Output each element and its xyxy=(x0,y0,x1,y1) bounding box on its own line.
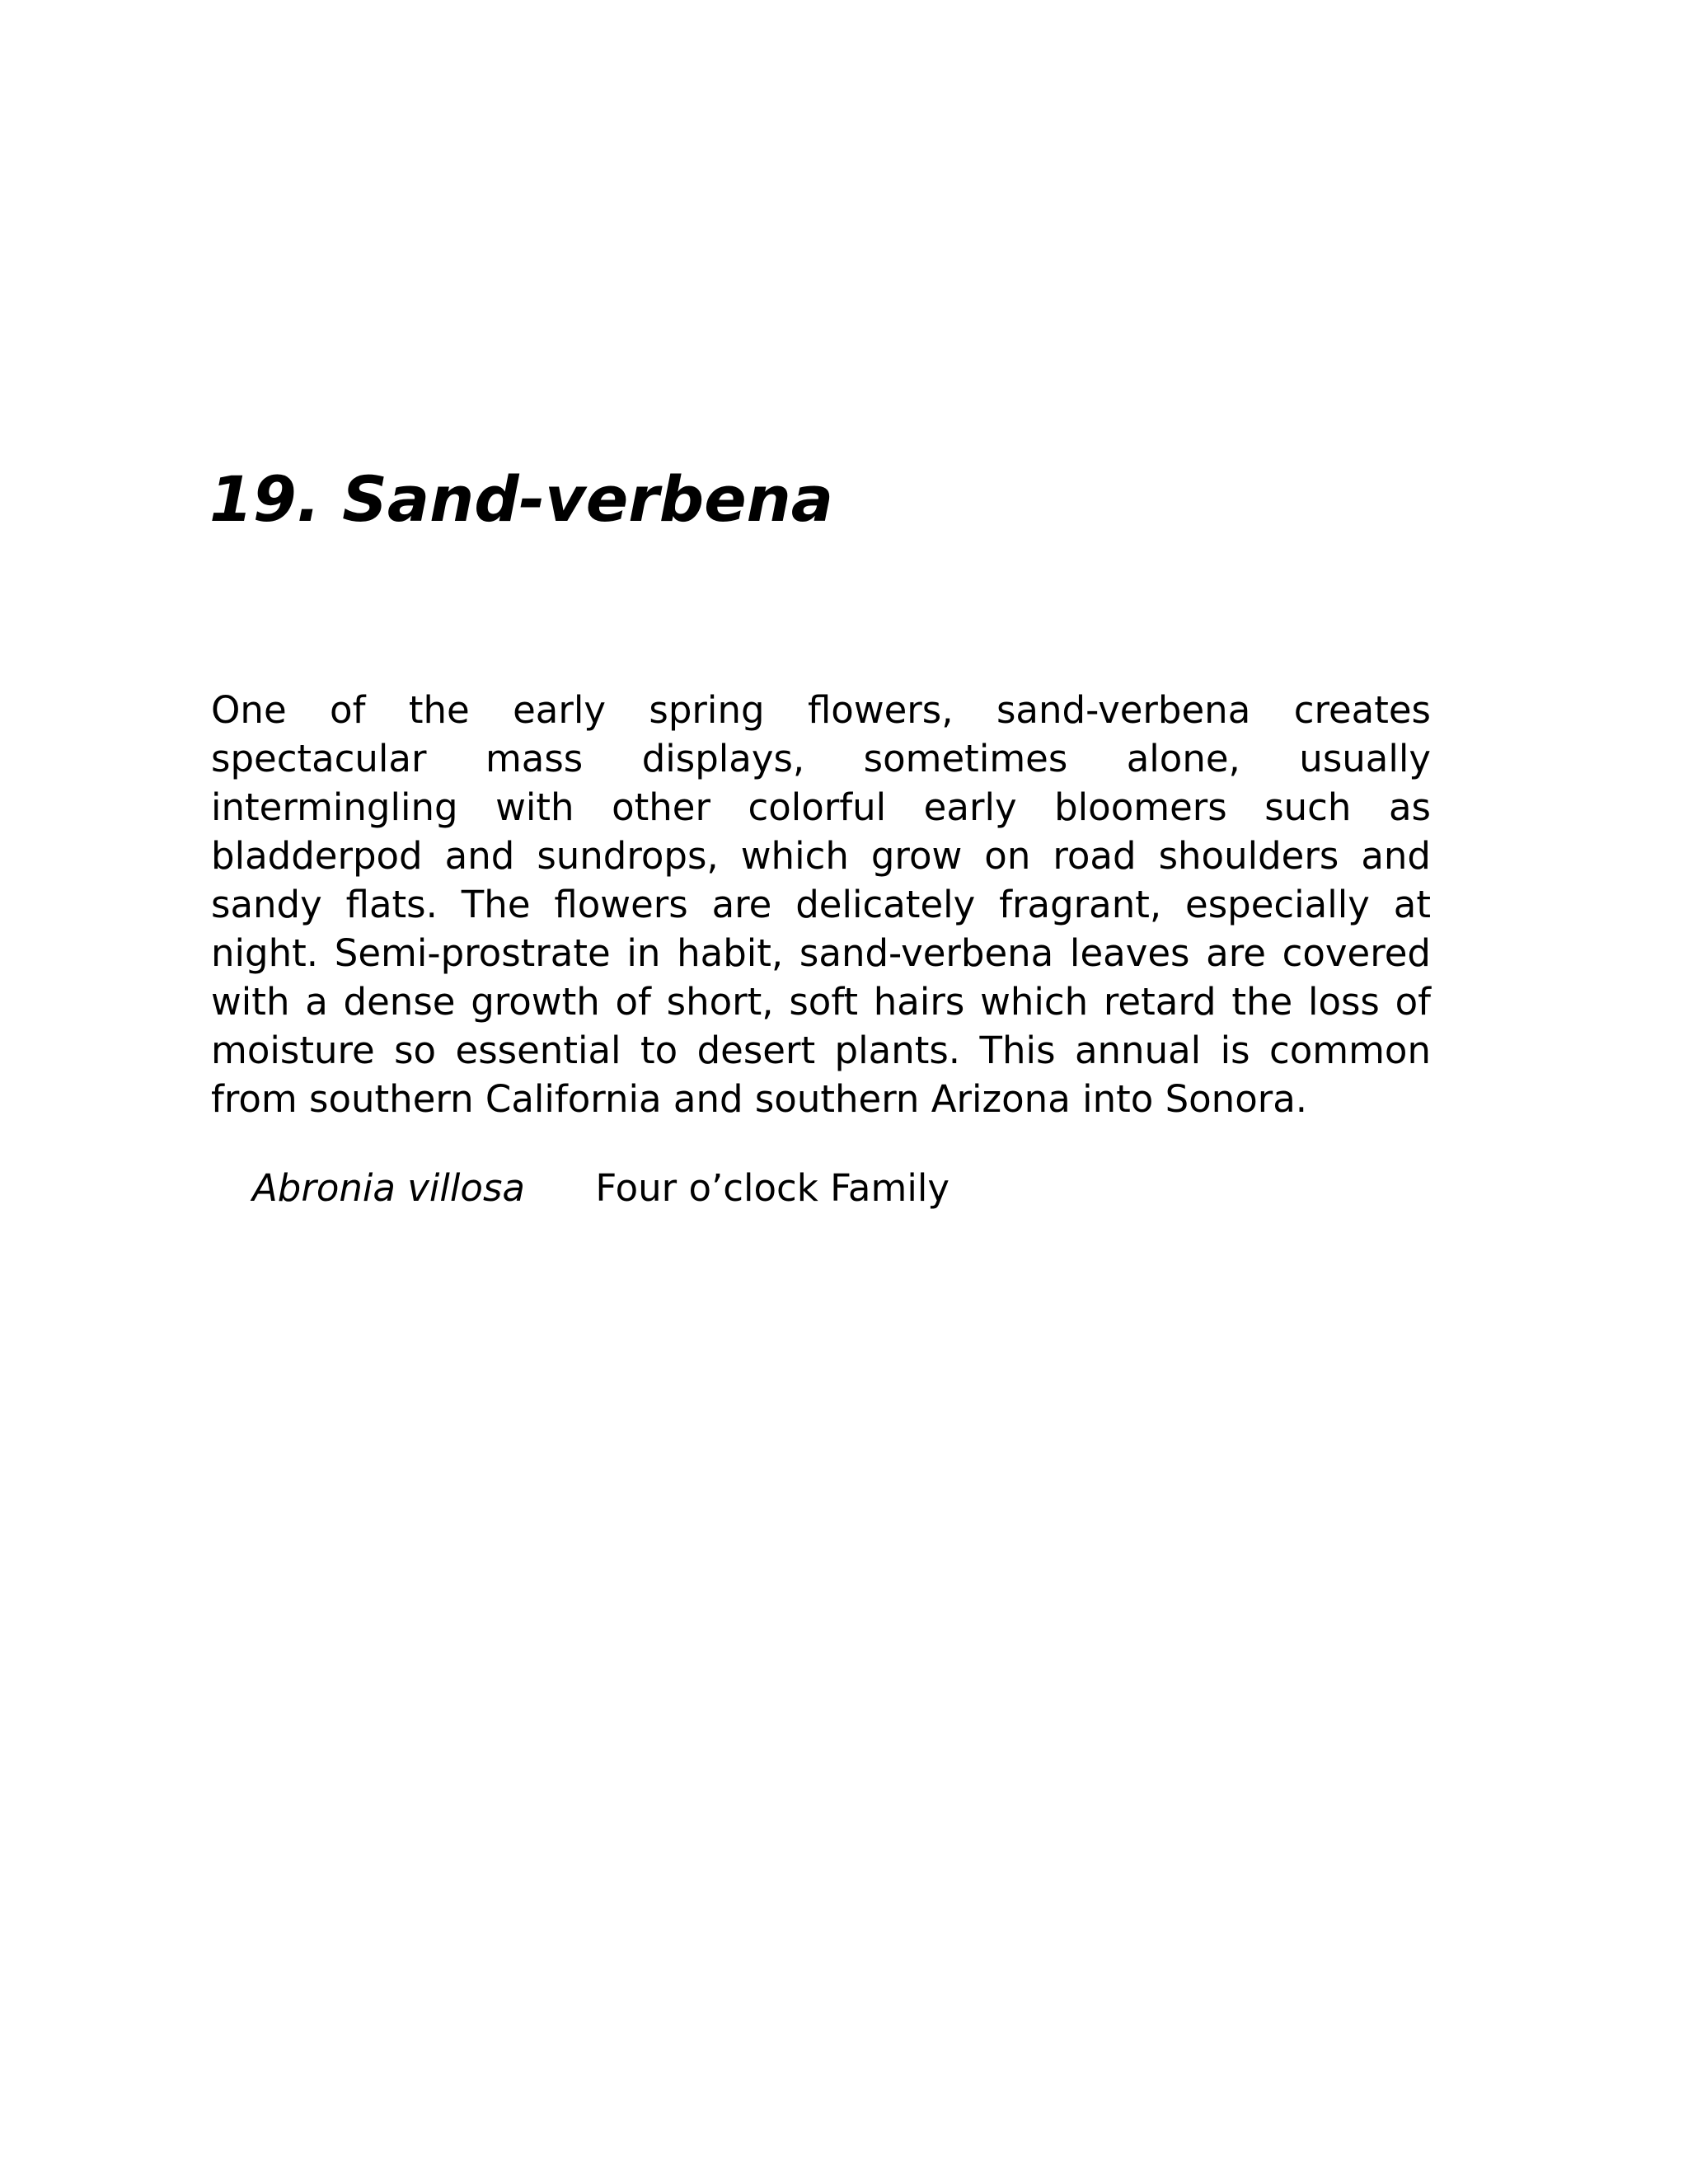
page-title: 19. Sand-verbena xyxy=(209,462,834,536)
family-name: Four o’clock Family xyxy=(595,1166,950,1210)
species-info xyxy=(252,1164,950,1212)
description-paragraph: One of the early spring flowers, sand-verbena creates spectacular mass displays, sometimes alone, usually intermingling with other colorful early bloomers such as bladderpod and sundrops, which grow on road shoulders and sandy flats. The flowers are delicately fragrant, especially at night. Semi-prostrate in habit, sand-verbena leaves are covered with a dense growth of short, soft hairs which retard the loss of moisture so essential to desert plants. This annual is common from southern California and southern Arizona into Sonora. xyxy=(211,688,1431,1121)
scientific-name: Abronia villosa xyxy=(252,1166,525,1210)
